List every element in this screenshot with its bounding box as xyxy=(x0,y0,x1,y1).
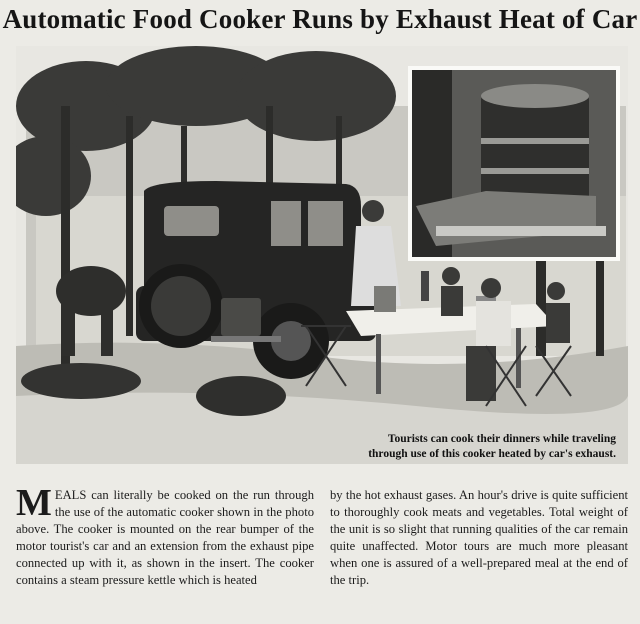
insert-photo xyxy=(408,66,620,261)
photo-caption xyxy=(286,432,616,462)
main-photo xyxy=(16,46,628,464)
cooker-on-bumper xyxy=(221,298,261,336)
headline: Automatic Food Cooker Runs by Exhaust Heat of Car xyxy=(2,4,638,34)
column-1-text: can literally be cooked on the run through the use of the automatic cooker shown in the photo above. The cooker is mounted on the rear bumper of the motor tourist's car and an extension from the exhaust pipe connected up with it, as shown in the insert. The cooker contains a steam pressure kettle which is heated xyxy=(16,488,314,587)
column-2 xyxy=(330,487,628,589)
drop-cap: M xyxy=(16,482,52,524)
lead-word: EALS xyxy=(54,488,87,502)
caption-line-2: through use of this cooker heated by car's exhaust. xyxy=(368,448,616,460)
column-1 xyxy=(16,482,314,589)
caption-line-1: Tourists can cook their dinners while traveling xyxy=(387,433,616,445)
column-2-text: by the hot exhaust gases. An hour's drive is quite sufficient to thoroughly cook meats and vegetables. Total weight of the unit is so slight that running qualities of the car remain quite unaffected. Motor tours are much more pleasant when one is assured of a well-prepared meal at the end of the trip. xyxy=(330,488,628,587)
article-body xyxy=(16,482,628,589)
